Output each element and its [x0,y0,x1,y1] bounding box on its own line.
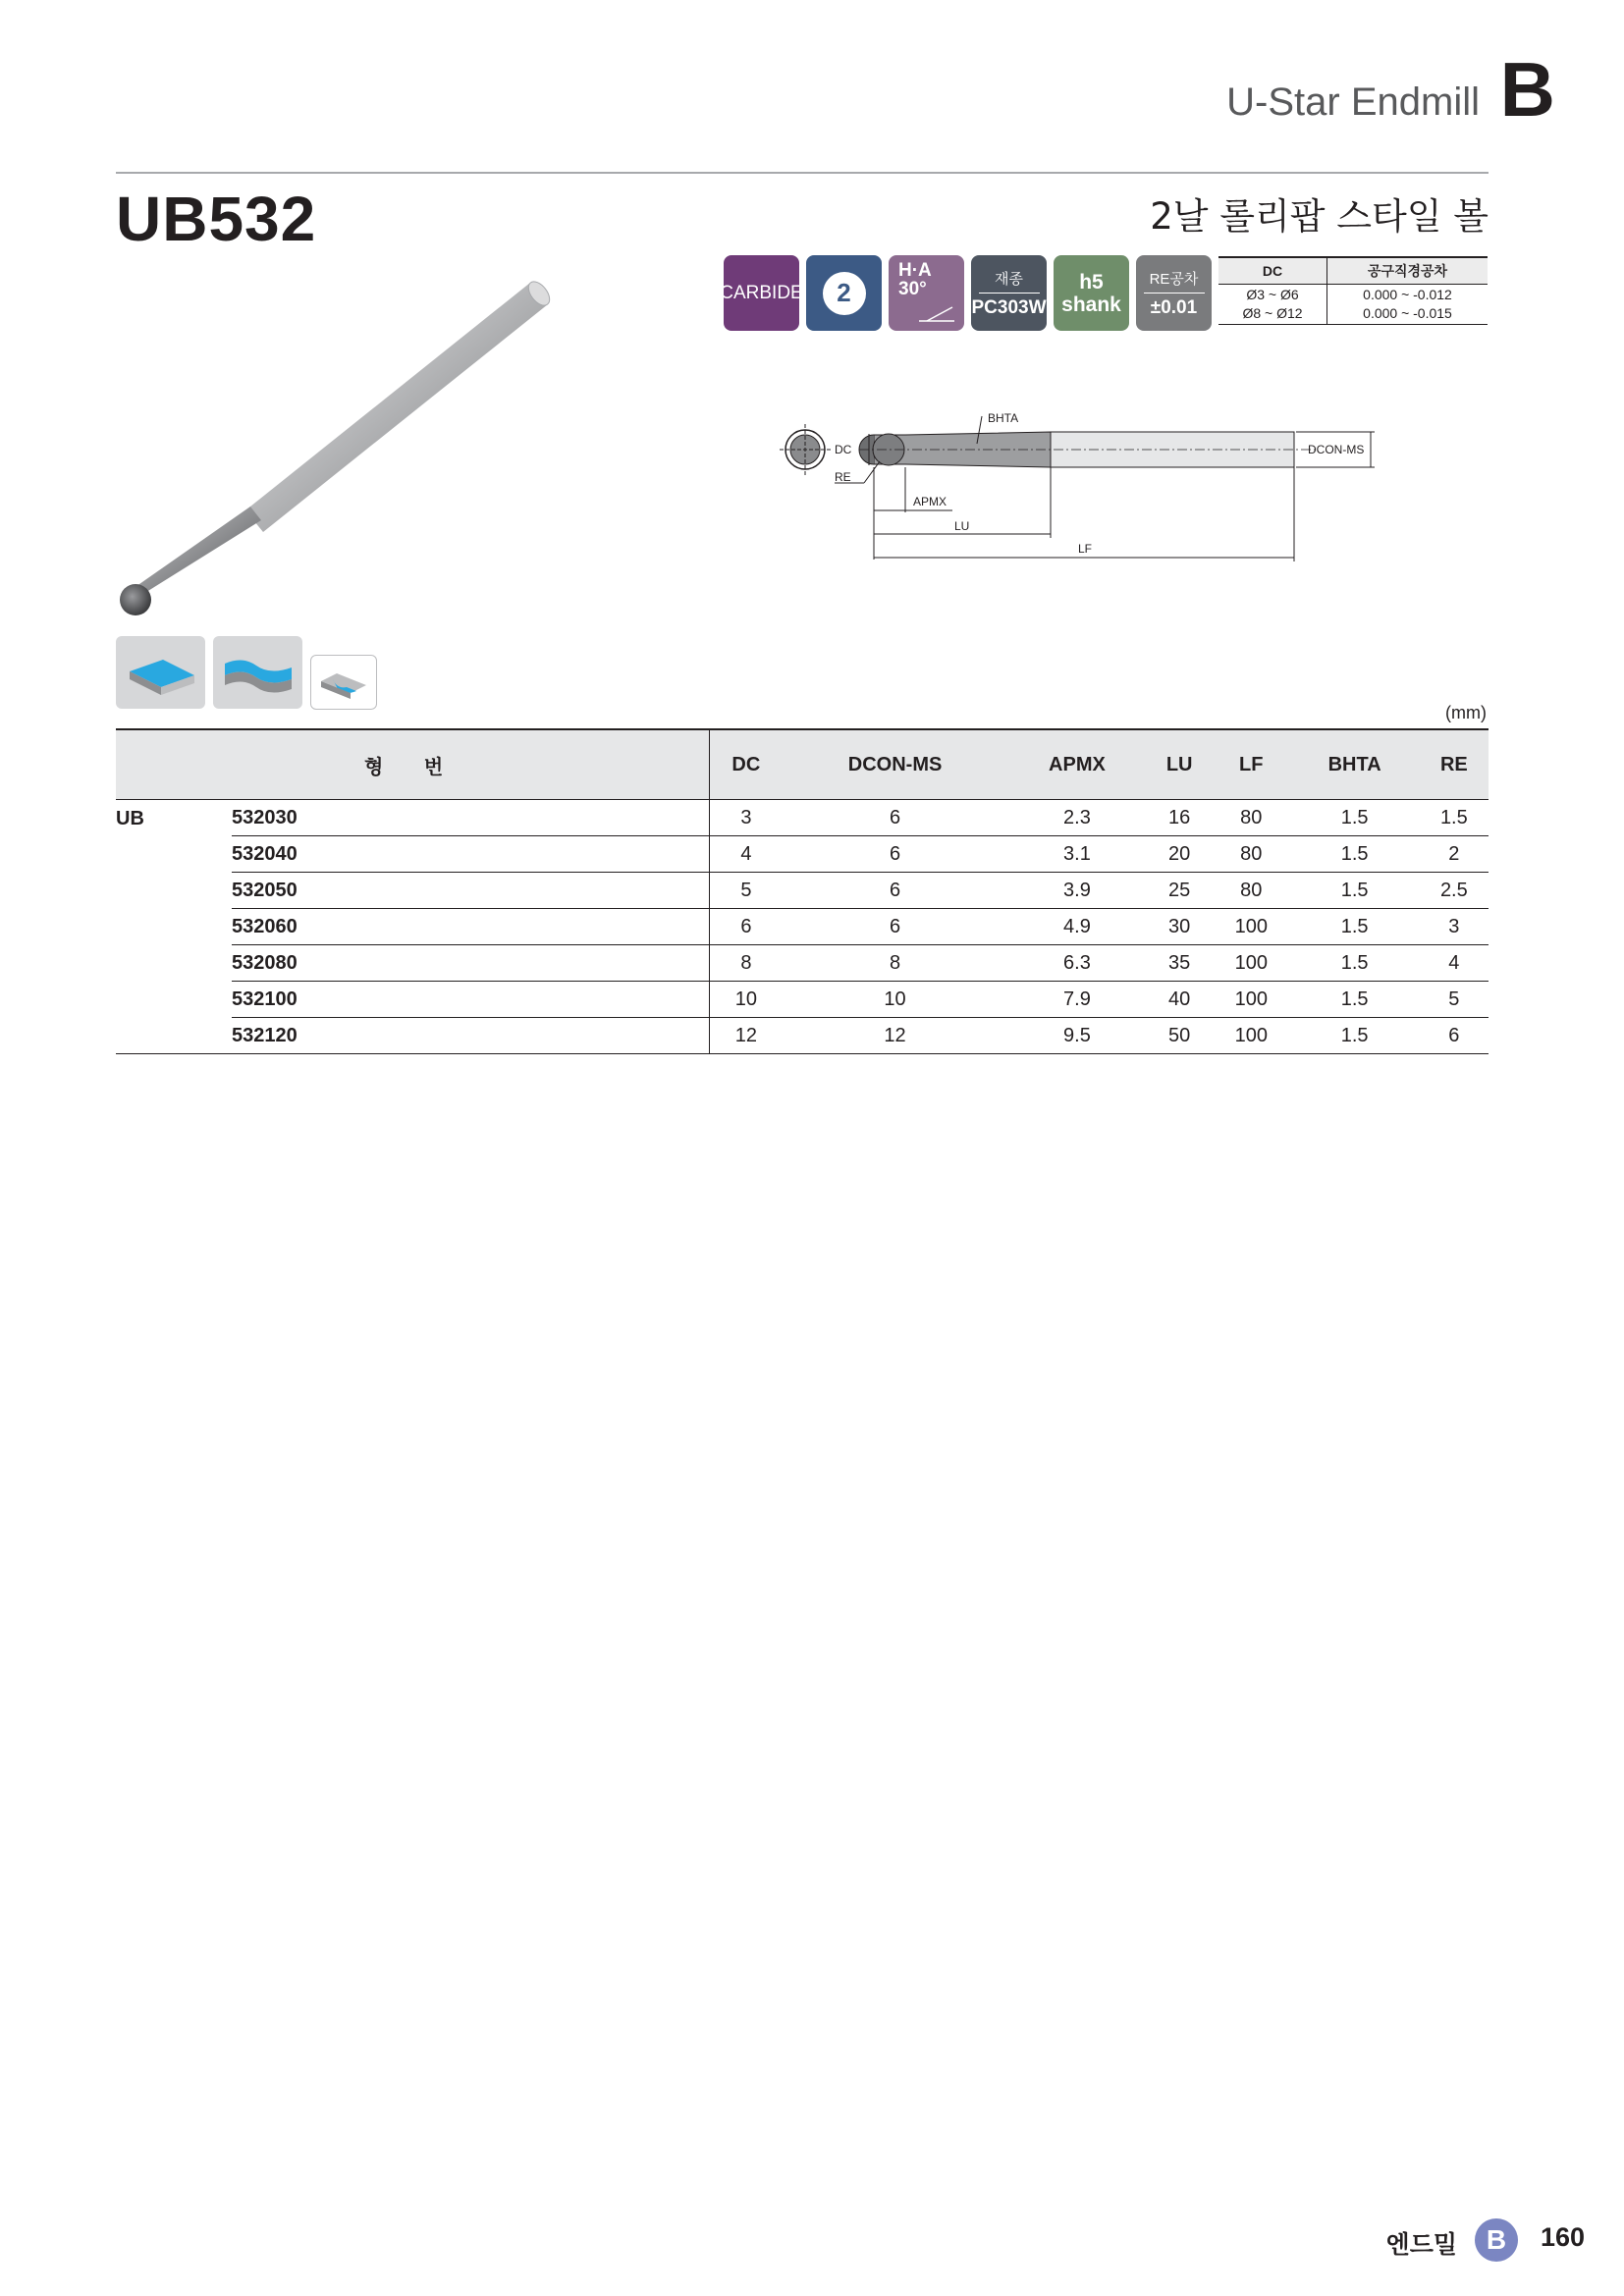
product-image [108,275,560,628]
cell-dc: 10 [710,982,783,1018]
re-value: ±0.01 [1150,296,1198,318]
tol-dc-range: Ø3 ~ Ø6 [1246,287,1299,302]
cell-re: 2 [1420,836,1489,873]
cell-bhta: 1.5 [1290,945,1420,982]
re-tolerance-badge [1136,255,1212,331]
tol-dc-range: Ø8 ~ Ø12 [1242,305,1303,321]
spec-table [116,728,1489,1054]
dimension-diagram [766,402,1394,569]
cell-lf: 100 [1213,909,1290,945]
coating-badge [971,255,1047,331]
workpiece-contour-icon [213,636,302,709]
cell-apmx: 3.9 [1007,873,1146,909]
product-code: 532040 [232,836,710,873]
cell-dcon: 6 [783,800,1008,836]
cell-lu: 30 [1146,909,1213,945]
footer-section-badge: B [1475,2218,1518,2262]
cell-dcon: 10 [783,982,1008,1018]
dim-lf-label: LF [1078,542,1093,556]
cell-dc: 8 [710,945,783,982]
shank-label: shank [1061,293,1121,316]
page-number: 160 [1540,2222,1585,2252]
cell-apmx: 3.1 [1007,836,1146,873]
flute-count: 2 [837,278,851,307]
cell-dc: 3 [710,800,783,836]
col-header-re: RE [1420,729,1489,800]
model-title: UB532 [116,184,317,254]
cell-lu: 40 [1146,982,1213,1018]
col-header-dcon: DCON-MS [783,729,1008,800]
cell-lf: 80 [1213,800,1290,836]
tol-value: 0.000 ~ -0.012 [1363,287,1452,302]
series-label: UB [116,800,232,1054]
cell-lu: 35 [1146,945,1213,982]
col-header-lu: LU [1146,729,1213,800]
re-label: RE공차 [1149,270,1199,288]
tol-value: 0.000 ~ -0.015 [1363,305,1452,321]
helix-label: H·A [898,260,932,281]
cell-apmx: 9.5 [1007,1018,1146,1054]
cell-dcon: 6 [783,909,1008,945]
dim-dcon-label: DCON-MS [1308,443,1365,456]
cell-bhta: 1.5 [1290,800,1420,836]
cell-dcon: 6 [783,836,1008,873]
helix-angle-badge [889,255,964,331]
coating-label: 재종 [995,270,1023,288]
cell-dc: 12 [710,1018,783,1054]
cell-apmx: 2.3 [1007,800,1146,836]
product-code: 532120 [232,1018,710,1054]
workpiece-flat-icon [116,636,205,709]
cell-lf: 80 [1213,873,1290,909]
cell-apmx: 4.9 [1007,909,1146,945]
cell-dc: 6 [710,909,783,945]
table-row [116,873,1489,909]
cell-re: 1.5 [1420,800,1489,836]
flutes-badge [806,255,882,331]
cell-lf: 80 [1213,836,1290,873]
cell-bhta: 1.5 [1290,1018,1420,1054]
helix-value: 30° [898,279,927,299]
footer-category: 엔드밀 [1385,2230,1457,2259]
cell-lu: 20 [1146,836,1213,873]
cell-re: 2.5 [1420,873,1489,909]
model-subtitle: 2날 롤리팝 스타일 볼 [1150,195,1489,238]
cell-bhta: 1.5 [1290,982,1420,1018]
table-row [116,1018,1489,1054]
cell-re: 5 [1420,982,1489,1018]
cell-dcon: 8 [783,945,1008,982]
cell-lf: 100 [1213,1018,1290,1054]
carbide-label: CARBIDE [720,282,803,303]
helix-angle-icon [917,305,956,323]
header-divider [116,172,1489,174]
cell-re: 6 [1420,1018,1489,1054]
cell-lf: 100 [1213,945,1290,982]
dim-dc-label: DC [835,443,852,456]
col-header-code: 형 번 [116,729,710,800]
product-code: 532100 [232,982,710,1018]
dim-bhta-label: BHTA [988,411,1019,425]
cell-re: 3 [1420,909,1489,945]
table-row [116,800,1489,836]
coating-value: PC303W [971,296,1047,318]
table-row [116,982,1489,1018]
col-header-apmx: APMX [1007,729,1146,800]
diameter-tolerance-table [1218,256,1488,325]
cell-apmx: 7.9 [1007,982,1146,1018]
section-letter: B [1499,46,1555,133]
shank [245,283,548,532]
cell-dc: 5 [710,873,783,909]
table-row [116,909,1489,945]
cell-bhta: 1.5 [1290,836,1420,873]
shank-tolerance: h5 [1079,270,1104,294]
col-header-bhta: BHTA [1290,729,1420,800]
dim-lu-label: LU [954,519,970,533]
product-code: 532080 [232,945,710,982]
section-title: U-Star Endmill [1226,80,1480,124]
carbide-badge [720,255,803,331]
cell-lf: 100 [1213,982,1290,1018]
tol-header-dc: DC [1218,257,1327,285]
dim-apmx-label: APMX [913,495,947,508]
flute-count-icon [823,272,866,315]
tol-header-tolerance: 공구직경공차 [1327,257,1489,285]
table-header-row [116,729,1489,800]
shank-badge [1054,255,1129,331]
cell-bhta: 1.5 [1290,873,1420,909]
cell-apmx: 6.3 [1007,945,1146,982]
col-header-lf: LF [1213,729,1290,800]
cell-bhta: 1.5 [1290,909,1420,945]
table-row [116,836,1489,873]
dim-re-label: RE [835,470,851,484]
cell-lu: 16 [1146,800,1213,836]
product-code: 532050 [232,873,710,909]
cell-dcon: 12 [783,1018,1008,1054]
product-code: 532060 [232,909,710,945]
workpiece-slot-icon [310,655,377,710]
cell-lu: 25 [1146,873,1213,909]
unit-label: (mm) [1445,703,1487,722]
cell-dc: 4 [710,836,783,873]
ball-head [120,584,151,615]
neck [130,507,261,599]
col-header-dc: DC [710,729,783,800]
cell-lu: 50 [1146,1018,1213,1054]
cell-dcon: 6 [783,873,1008,909]
product-code: 532030 [232,800,710,836]
table-row [116,945,1489,982]
cell-re: 4 [1420,945,1489,982]
